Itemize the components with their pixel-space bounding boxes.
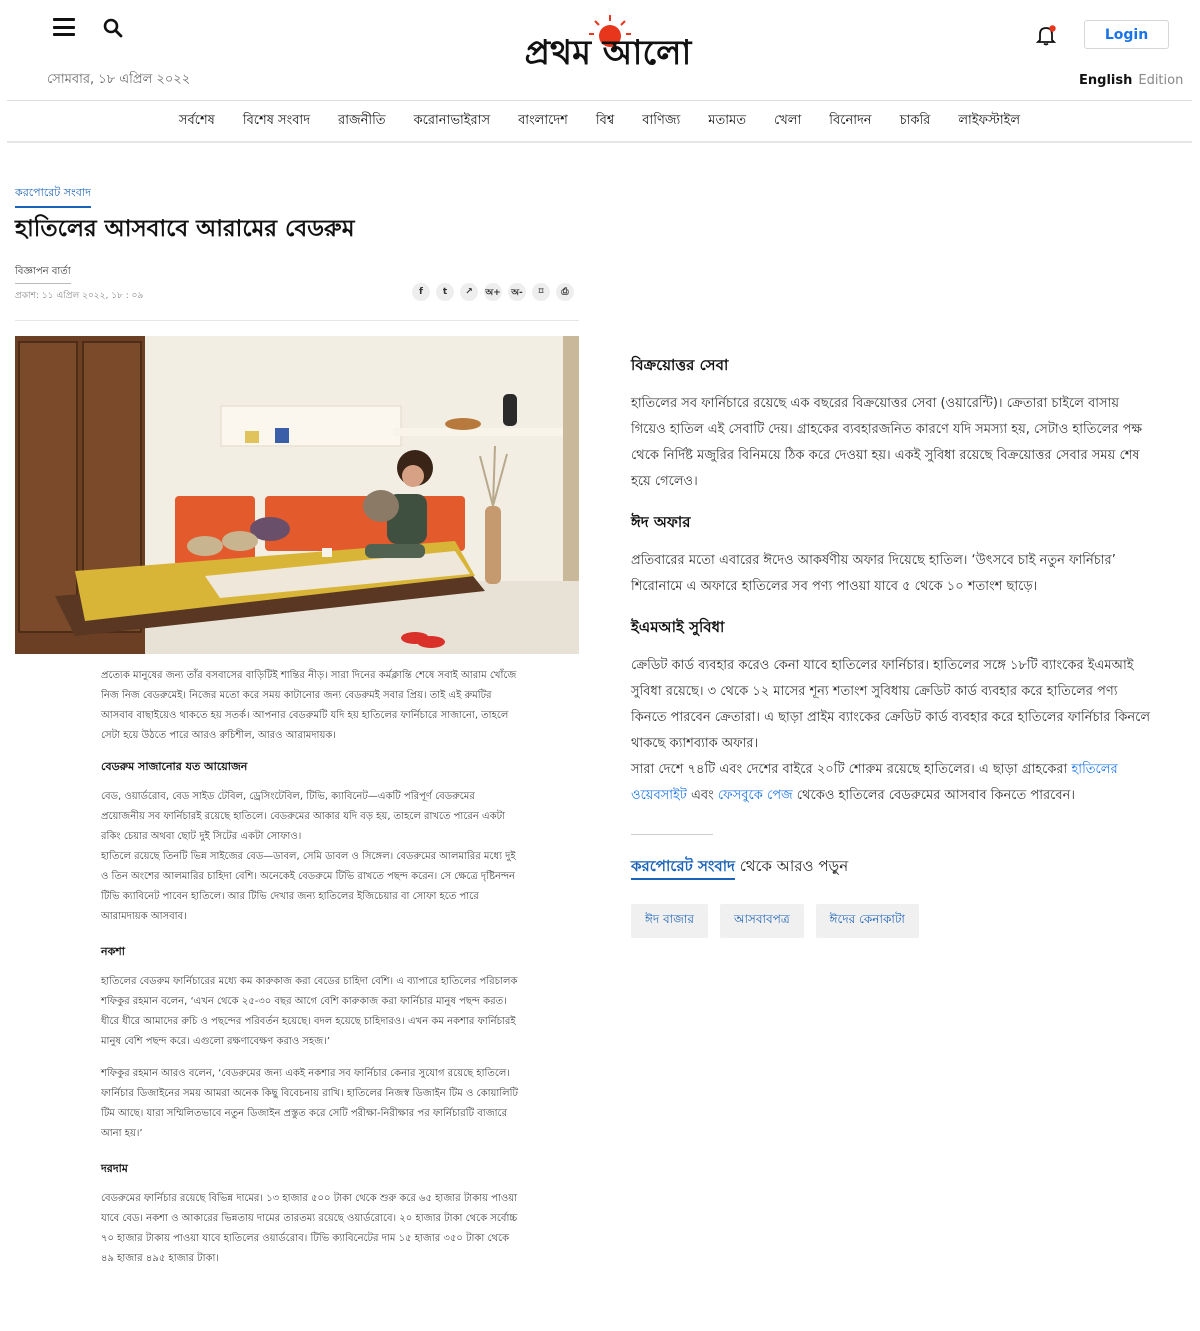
section-heading: দরদাম — [101, 1162, 128, 1175]
article-hero-image — [15, 336, 579, 654]
nav-item-coronavirus[interactable]: করোনাভাইরাস — [413, 112, 491, 128]
site-logo[interactable] — [488, 12, 728, 78]
text-span: সারা দেশে ৭৪টি এবং দেশের বাইরে ২০টি শোরুম রয়েছে হাতিলের। এ ছাড়া গ্রাহকেরা — [631, 762, 1072, 777]
article-category-link[interactable]: করপোরেট সংবাদ — [15, 184, 91, 208]
read-more — [631, 855, 848, 880]
share-toolbar — [412, 283, 574, 301]
nav-item-latest[interactable]: সর্বশেষ — [178, 112, 215, 128]
article-body-left — [101, 666, 521, 1269]
share-icon[interactable]: ↗ — [460, 283, 478, 301]
english-edition-link[interactable]: English — [1079, 73, 1133, 88]
article-headline: হাতিলের আসবাবে আরামের বেডরুম — [15, 216, 355, 242]
facebook-page-link[interactable]: ফেসবুকে পেজ — [717, 788, 793, 803]
article-body-right — [631, 354, 1151, 809]
tag-eid-shopping[interactable]: ঈদের কেনাকাটা — [816, 904, 919, 938]
facebook-share-icon[interactable]: f — [412, 283, 430, 301]
nav-item-special[interactable]: বিশেষ সংবাদ — [242, 112, 311, 128]
font-increase-button[interactable]: অ+ — [484, 283, 502, 301]
edition-switch — [1079, 73, 1183, 88]
nav-item-lifestyle[interactable]: লাইফস্টাইল — [958, 112, 1021, 128]
twitter-share-icon[interactable]: t — [436, 283, 454, 301]
nav-item-opinion[interactable]: মতামত — [708, 112, 746, 128]
tag-list — [631, 904, 919, 938]
text-span: এবং — [686, 788, 718, 803]
body-paragraph: হাতিলের সব ফার্নিচারে রয়েছে এক বছরের বিক্রয়োত্তর সেবা (ওয়ারেন্টি)। ক্রেতারা চাইলে বাসায় গিয়েও হাতিল এই সেবাটি দেয়। গ্রাহকের ব্যবহারজনিত কারণে যদি সমস্যা হয়, সেটাও হাতিলের পক্ষ থেকে নির্দিষ্ট মজুরির বিনিময়ে ঠিক করে দেওয়া হয়। একই সুবিধা রয়েছে বিক্রয়োত্তর সেবার সময় শেষ হয়ে গেলেও। — [631, 396, 1143, 489]
login-button[interactable]: Login — [1084, 20, 1169, 49]
section-heading: ইএমআই সুবিধা — [631, 618, 725, 636]
section-heading: নকশা — [101, 945, 125, 958]
nav-item-business[interactable]: বাণিজ্য — [642, 112, 681, 128]
body-paragraph: বেড, ওয়ার্ডরোব, বেড সাইড টেবিল, ড্রেসিংটেবিল, টিভি, ক্যাবিনেট—একটি পরিপূর্ণ বেডরুমের প্রয়োজনীয় সব ফার্নিচারই রয়েছে হাতিলে। বেডরুমের আকার যদি বড় হয়, তাহলে রাখতে পারেন একটা রকিং চেয়ার অথবা ছোট দুই সিটের একটা সোফাও। — [101, 791, 505, 842]
nav-item-sports[interactable]: খেলা — [773, 112, 802, 128]
article-author[interactable]: বিজ্ঞাপন বার্তা — [15, 264, 71, 284]
body-paragraph: শফিকুর রহমান আরও বলেন, ‘বেডরুমের জন্য একই নকশার সব ফার্নিচার কেনার সুযোগ রয়েছে হাতিলে। ফার্নিচার ডিজাইনের সময় আমরা অনেক কিছু বিবেচনায় রাখি। হাতিলের নিজস্ব ডিজাইন টিম ও কোয়ালিটি টিম আছে। যারা সম্মিলিতভাবে নতুন ডিজাইন প্রস্তুত করে সেটি পরীক্ষা-নিরীক্ষার পর ফার্নিচারটি বাজারে আনা হয়।’ — [101, 1068, 518, 1139]
menu-icon[interactable] — [53, 18, 75, 36]
font-decrease-button[interactable]: অ- — [508, 283, 526, 301]
divider — [631, 834, 713, 835]
print-icon[interactable]: ⎙ — [556, 283, 574, 301]
text-span: থেকেও হাতিলের বেডরুমের আসবাব কিনতে পারবেন। — [792, 788, 1075, 803]
body-paragraph — [631, 757, 1151, 809]
search-icon[interactable] — [102, 17, 124, 39]
notification-bell-icon[interactable] — [1035, 24, 1057, 46]
nav-item-bangladesh[interactable]: বাংলাদেশ — [518, 112, 568, 128]
publish-date: প্রকাশ: ১১ এপ্রিল ২০২২, ১৮ : ০৯ — [15, 291, 144, 301]
nav-item-world[interactable]: বিশ্ব — [595, 112, 615, 128]
hatil-website-link[interactable]: হাতিলের ওয়েবসাইট — [631, 762, 1118, 803]
corporate-news-link[interactable]: করপোরেট সংবাদ — [631, 857, 735, 880]
body-paragraph: ক্রেডিট কার্ড ব্যবহার করেও কেনা যাবে হাতিলের ফার্নিচার। হাতিলের সঙ্গে ১৮টি ব্যাংকের ইএমআই সুবিধা রয়েছে। ৩ থেকে ১২ মাসের শূন্য শতাংশ সুবিধায় ক্রেডিট কার্ড ব্যবহার করে হাতিলের পণ্য কিনতে পারবেন ক্রেতারা। এ ছাড়া প্রাইম ব্যাংকের ক্রেডিট কার্ড ব্যবহার করে হাতিলের ফার্নিচার কিনলে থাকছে ক্যাশব্যাক অফার। — [631, 658, 1151, 751]
main-nav — [7, 100, 1192, 143]
nav-item-jobs[interactable]: চাকরি — [899, 112, 931, 128]
body-paragraph: বেডরুমের ফার্নিচার রয়েছে বিভিন্ন দামের। ১৩ হাজার ৫০০ টাকা থেকে শুরু করে ৬৫ হাজার টাকায় পাওয়া যাবে বেড। নকশা ও আকারের ভিন্নতায় দামের তারতম্য রয়েছে ওয়ার্ডরোবে। ২০ হাজার টাকা থেকে সর্বোচ্চ ৭০ হাজার টাকায় পাওয়া যাবে হাতিলের ওয়ার্ডরোব। টিভি ক্যাবিনেটের দাম ১৫ হাজার ৩৫০ টাকা থেকে ৪৯ হাজার ৪৯৫ হাজার টাকা। — [101, 1193, 518, 1264]
nav-item-politics[interactable]: রাজনীতি — [338, 112, 386, 128]
tag-furniture[interactable]: আসবাবপত্র — [720, 904, 804, 938]
body-paragraph: প্রত্যেক মানুষের জন্য তাঁর বসবাসের বাড়িটিই শান্তির নীড়। সারা দিনের কর্মক্লান্তি শেষে সবাই আরাম খোঁজে নিজ নিজ বেডরুমেই। নিজের মতো করে সময় কাটানোর জন্য বেডরুমই সবার প্রিয়। তাই এই রুমটির আসবাব বাছাইয়েও থাকতে হয় সতর্ক। আপনার বেডরুমটি যদি হয় হাতিলের ফার্নিচারে সাজানো, তাহলে সেটা হয়ে উঠতে পারে আরও রুচিশীল, আরও আরামদায়ক। — [101, 670, 517, 741]
tag-eid-bazar[interactable]: ঈদ বাজার — [631, 904, 708, 938]
divider — [15, 320, 579, 321]
current-date: সোমবার, ১৮ এপ্রিল ২০২২ — [47, 72, 191, 87]
section-heading: বিক্রয়োত্তর সেবা — [631, 356, 729, 374]
svg-text:প্রথম আলো: প্রথম আলো — [524, 33, 692, 73]
body-paragraph: হাতিলে রয়েছে তিনটি ভিন্ন সাইজের বেড—ডাবল, সেমি ডাবল ও সিঙ্গেল। বেডরুমের আলমারির মধ্যে দুই ও তিন অংশের আলমারির চাহিদা বেশি। অনেকেই বেডরুমে টিভি রাখতে পছন্দ করেন। সে ক্ষেত্রে দৃষ্টিনন্দন টিভি ক্যাবিনেট পাবেন হাতিলে। আর টিভি দেখার জন্য হাতিলের ইজিচেয়ার বা সোফা হতে পারে আরামদায়ক আসবাব। — [101, 851, 516, 922]
body-paragraph: প্রতিবারের মতো এবারের ঈদেও আকর্ষণীয় অফার দিয়েছে হাতিল। ‘উৎসবে চাই নতুন ফার্নিচার’ শিরোনামে এ অফারে হাতিলের সব পণ্য পাওয়া যাবে ৫ থেকে ১০ শতাংশ ছাড়ে। — [631, 553, 1116, 594]
section-heading: ঈদ অফার — [631, 513, 691, 531]
nav-item-entertainment[interactable]: বিনোদন — [829, 112, 872, 128]
site-header — [0, 0, 1200, 100]
edition-label: Edition — [1138, 73, 1184, 88]
bookmark-icon[interactable]: ⌑ — [532, 283, 550, 301]
body-paragraph: হাতিলের বেডরুম ফার্নিচারের মধ্যে কম কারুকাজ করা বেডের চাহিদা বেশি। এ ব্যাপারে হাতিলের পরিচালক শফিকুর রহমান বলেন, ‘এখন থেকে ২৫-৩০ বছর আগে বেশি কারুকাজ করা ফার্নিচার মানুষ পছন্দ করত। ধীরে ধীরে আমাদের রুচি ও পছন্দের পরিবর্তন হয়েছে। বদল হয়েছে চাহিদারও। এখন কম নকশার ফার্নিচারই মানুষ বেশি পছন্দ করে। এগুলো রক্ষণাবেক্ষণ করাও সহজ।’ — [101, 976, 518, 1047]
section-heading: বেডরুম সাজানোর যত আয়োজন — [101, 760, 248, 773]
read-more-text: থেকে আরও পড়ুন — [734, 857, 849, 875]
